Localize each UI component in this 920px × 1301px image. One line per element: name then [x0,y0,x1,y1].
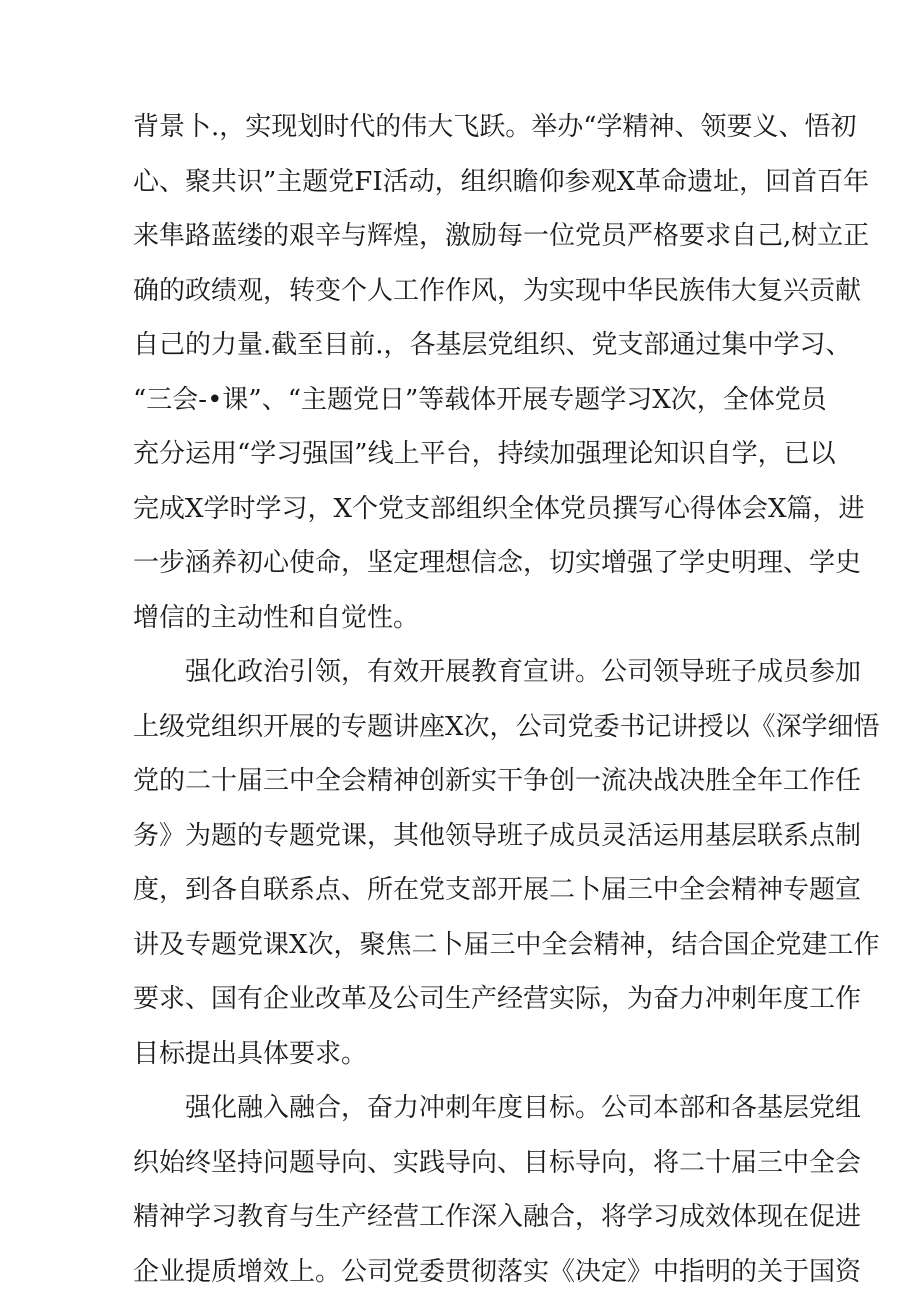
text-line: 充分运用“学习强国”线上平台，持续加强理论知识自学，已以 [133,439,836,469]
text-line: 党的二十届三中全会精神创新实干争创一流决战决胜全年工作任 [133,766,862,796]
text-line: 上级党组织开展的专题讲座X次，公司党委书记讲授以《深学细悟 [133,711,880,742]
text-line: 来隼路蓝缕的艰辛与辉煌，激励每一位党员严格要求自己,树立正 [133,221,870,251]
text-line: 织始终坚持问题导向、实践导向、目标导向，将二十届三中全会 [133,1147,862,1178]
text-line: 心、聚共识”主题党FI活动，组织瞻仰参观X革命遗址，回首百年 [133,166,870,197]
text-line: 增信的主动性和自觉性。 [133,602,420,633]
text-line: 要求、国有企业改革及公司生产经营实际，为奋力冲刺年度工作 [133,984,862,1014]
text-line: 完成X学时学习，X个党支部组织全体党员撰写心得体会X篇，进 [133,493,865,524]
text-line: 强化融入融合，奋力冲刺年度目标。公司本部和各基层党组 [185,1093,862,1123]
text-line: 讲及专题党课X次，聚焦二卜届三中全会精神，结合国企党建工作 [133,929,880,960]
text-line: 背景卜.，实现划时代的伟大飞跃。举办“学精神、领要义、悟初 [133,112,857,142]
text-line: 强化政治引领，有效开展教育宣讲。公司领导班子成员参加 [185,657,862,687]
text-line: 目标提出具体要求。 [133,1038,368,1069]
document-body [133,100,880,1299]
text-line: 精神学习教育与生产经营工作深入融合，将学习成效体现在促进 [133,1202,862,1232]
text-line: “三会-•课”、“主题党日”等载体开展专题学习X次，全体党员 [133,384,827,415]
text-line: 企业提质增效上。公司党委贯彻落实《决定》中指明的关于国资 [133,1256,862,1287]
text-line: 度，到各自联系点、所在党支部开展二卜届三中全会精神专题宣 [133,875,862,905]
text-line: 自己的力量.截至目前.，各基层党组织、党支部通过集中学习、 [133,330,852,360]
text-line: 确的政绩观，转变个人工作作风，为实现中华民族伟大复兴贡献 [133,275,862,306]
text-line: 务》为题的专题党课，其他领导班子成员灵活运用基层联系点制 [133,820,862,851]
text-line: 一步涵养初心使命，坚定理想信念，切实增强了学史明理、学史 [133,548,862,578]
